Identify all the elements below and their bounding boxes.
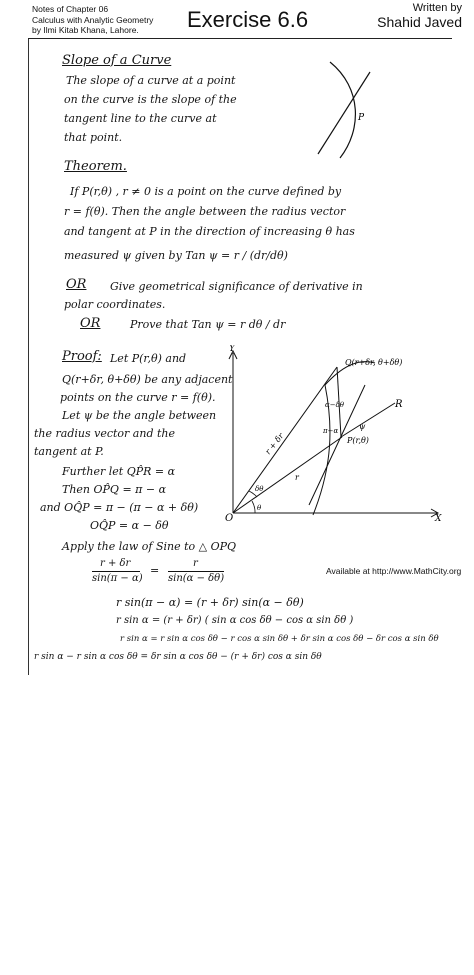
proof-label: Proof:: [62, 349, 102, 364]
author-name: Shahid Javed: [377, 14, 462, 30]
proof-line-2: Q(r+δr, θ+δθ) be any adjacent: [62, 373, 233, 386]
proof-line-3: points on the curve r = f(θ).: [60, 391, 216, 404]
label-r-small: r: [295, 473, 299, 482]
label-psi: ψ: [359, 422, 366, 431]
label-r-plus-delta: r + δr: [263, 431, 286, 457]
proof-line-8: Then OP̂Q = π − α: [62, 483, 167, 496]
equation-4: r sin α − r sin α cos δθ = δr sin α cos δθ − (r + δr) cos α sin δθ: [34, 652, 322, 662]
theorem-line-1: If P(r,θ) , r ≠ 0 is a point on the curve defined by: [70, 185, 342, 198]
or-label-1: OR: [66, 277, 87, 292]
theorem-line-4: measured ψ given by Tan ψ = r / (dr/dθ): [64, 249, 288, 262]
sine-law-equals: =: [150, 564, 160, 577]
slope-line-2: on the curve is the slope of the: [64, 93, 237, 106]
or-label-2: OR: [80, 316, 101, 331]
label-delta-theta: δθ: [255, 485, 264, 493]
label-q: Q(r+δr, θ+δθ): [345, 358, 403, 367]
label-theta: θ: [257, 504, 262, 512]
slope-line-3: tangent line to the curve at: [64, 112, 217, 125]
proof-line-4: Let ψ be the angle between: [62, 409, 217, 422]
label-pi-minus-alpha: π−α: [323, 427, 339, 435]
or-1-line-2: polar coordinates.: [64, 298, 166, 311]
proof-line-5: the radius vector and the: [34, 427, 175, 440]
label-x: X: [435, 514, 442, 524]
theorem-line-3: and tangent at P in the direction of increasing θ has: [64, 225, 355, 238]
label-p: P(r,θ): [347, 436, 369, 445]
header-line-1: Notes of Chapter 06: [32, 4, 109, 14]
theorem-line-2: r = f(θ). Then the angle between the radius vector: [64, 205, 346, 218]
slope-heading: Slope of a Curve: [62, 53, 172, 68]
page-title: Exercise 6.6: [187, 7, 309, 32]
equation-1: r sin(π − α) = (r + δr) sin(α − δθ): [116, 596, 304, 609]
proof-line-6: tangent at P.: [34, 445, 104, 458]
sine-law-left-den: sin(π − α): [92, 573, 143, 584]
polar-diagram: [225, 345, 445, 525]
label-r: R: [395, 399, 403, 410]
theta-arc: [252, 501, 255, 513]
slope-line-1: The slope of a curve at a point: [66, 74, 236, 87]
label-o: O: [225, 513, 234, 524]
proof-line-7: Further let QP̂R = α: [62, 465, 176, 478]
written-by-label: Written by: [412, 2, 462, 14]
proof-line-11: Apply the law of Sine to △ OPQ: [62, 540, 237, 553]
theorem-heading: Theorem.: [64, 159, 127, 174]
header-line-2: Calculus with Analytic Geometry: [32, 14, 154, 25]
proof-line-10: OQ̂P = α − δθ: [90, 519, 169, 532]
author-block: [377, 2, 462, 30]
proof-line-9: and OQ̂P = π − (π − α + δθ): [40, 501, 199, 514]
label-alpha-minus-delta: α−δθ: [325, 401, 345, 409]
or-2-text: Prove that Tan ψ = r dθ / dr: [130, 318, 286, 331]
sine-law-right-num: r: [193, 558, 198, 569]
tangent-sketch: [300, 60, 380, 160]
curve-stroke: [330, 62, 355, 158]
equation-3: r sin α = r sin α cos δθ − r cos α sin δθ + δr sin α cos δθ − δr cos α sin δθ: [120, 634, 439, 644]
margin-line: [28, 39, 29, 675]
header-book-info: [32, 4, 153, 36]
proof-line-1: Let P(r,θ) and: [110, 352, 187, 365]
equation-2: r sin α = (r + δr) ( sin α cos δθ − cos α sin δθ ): [116, 615, 354, 626]
source-footer: Available at http://www.MathCity.org: [326, 566, 462, 576]
or-1-line-1: Give geometrical significance of derivative in: [110, 280, 363, 293]
label-y: Y: [229, 345, 235, 354]
header-divider: [28, 38, 452, 39]
slope-line-4: that point.: [64, 131, 123, 144]
sine-law-left-num: r + δr: [100, 558, 131, 569]
point-p-label: P: [358, 113, 365, 123]
header-line-3: by Ilmi Kitab Khana, Lahore.: [32, 25, 139, 35]
sine-law-right-den: sin(α − δθ): [168, 573, 225, 584]
